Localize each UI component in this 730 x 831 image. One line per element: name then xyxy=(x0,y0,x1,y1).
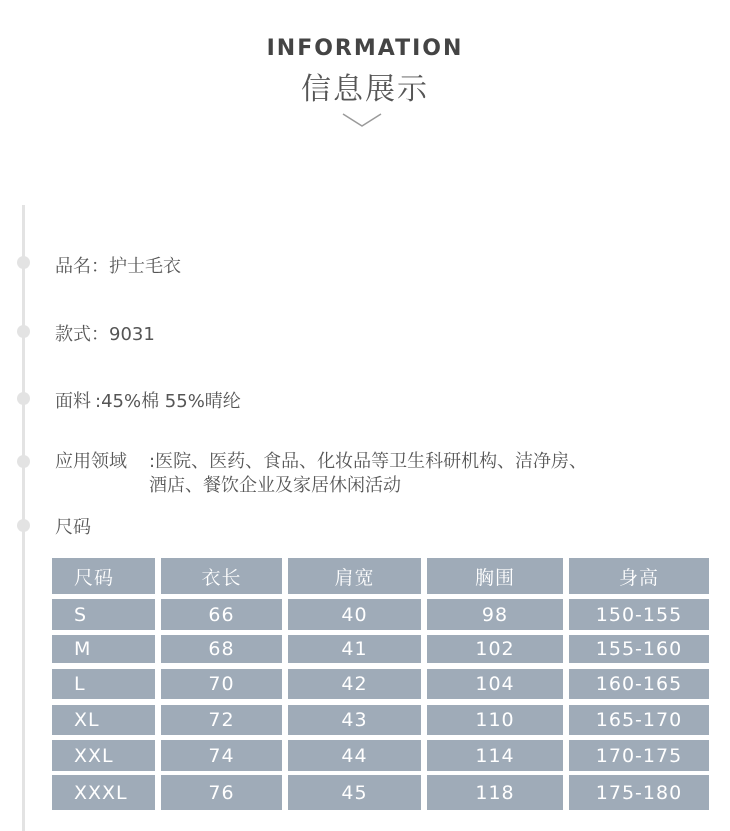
info-label: 品名 xyxy=(55,256,91,277)
info-size-label: 尺码 xyxy=(55,517,91,538)
header-cell-height: 身高 xyxy=(569,558,709,594)
cell-chest: 104 xyxy=(427,669,563,699)
cell-height: 160-165 xyxy=(569,669,709,699)
timeline-dot xyxy=(17,519,30,532)
info-value-cont: 酒店、餐饮企业及家居休闲活动 xyxy=(149,475,401,496)
cell-size: XXXL xyxy=(52,775,155,810)
info-value: ：9031 xyxy=(91,324,155,345)
header-cell-size: 尺码 xyxy=(52,558,155,594)
cell-chest: 110 xyxy=(427,705,563,735)
cell-length: 68 xyxy=(161,635,282,663)
info-value: ：护士毛衣 xyxy=(91,256,181,277)
cell-shoulder: 45 xyxy=(288,775,421,810)
cell-size: L xyxy=(52,669,155,699)
info-value: :医院、医药、食品、化妆品等卫生科研机构、洁净房、 xyxy=(149,451,588,472)
info-style xyxy=(55,320,155,346)
cell-shoulder: 40 xyxy=(288,599,421,630)
info-product-name xyxy=(55,252,181,278)
timeline-dot xyxy=(17,325,30,338)
header-cell-length: 衣长 xyxy=(161,558,282,594)
cell-length: 72 xyxy=(161,705,282,735)
cell-height: 170-175 xyxy=(569,740,709,771)
cell-height: 155-160 xyxy=(569,635,709,663)
cell-chest: 114 xyxy=(427,740,563,771)
cell-length: 74 xyxy=(161,740,282,771)
cell-chest: 102 xyxy=(427,635,563,663)
cell-length: 76 xyxy=(161,775,282,810)
info-application xyxy=(55,450,587,498)
cell-shoulder: 43 xyxy=(288,705,421,735)
header-title-en: INFORMATION xyxy=(266,36,464,61)
cell-length: 70 xyxy=(161,669,282,699)
info-label: 应用领域 xyxy=(55,451,127,472)
cell-height: 165-170 xyxy=(569,705,709,735)
cell-size: XXL xyxy=(52,740,155,771)
cell-chest: 118 xyxy=(427,775,563,810)
timeline-dot xyxy=(17,392,30,405)
cell-shoulder: 44 xyxy=(288,740,421,771)
timeline-dot xyxy=(17,256,30,269)
timeline-line xyxy=(22,205,25,831)
chevron-down-icon xyxy=(342,110,382,130)
header-title-cn: 信息展示 xyxy=(301,72,429,107)
info-value: :45%棉 55%晴纶 xyxy=(95,391,241,412)
info-label: 面料 xyxy=(55,391,91,412)
cell-shoulder: 42 xyxy=(288,669,421,699)
cell-chest: 98 xyxy=(427,599,563,630)
cell-size: XL xyxy=(52,705,155,735)
cell-size: S xyxy=(52,599,155,630)
cell-height: 175-180 xyxy=(569,775,709,810)
cell-length: 66 xyxy=(161,599,282,630)
cell-size: M xyxy=(52,635,155,663)
header-cell-chest: 胸围 xyxy=(427,558,563,594)
cell-shoulder: 41 xyxy=(288,635,421,663)
header-cell-shoulder: 肩宽 xyxy=(288,558,421,594)
timeline-dot xyxy=(17,455,30,468)
cell-height: 150-155 xyxy=(569,599,709,630)
info-fabric xyxy=(55,387,241,413)
info-label: 款式 xyxy=(55,324,91,345)
